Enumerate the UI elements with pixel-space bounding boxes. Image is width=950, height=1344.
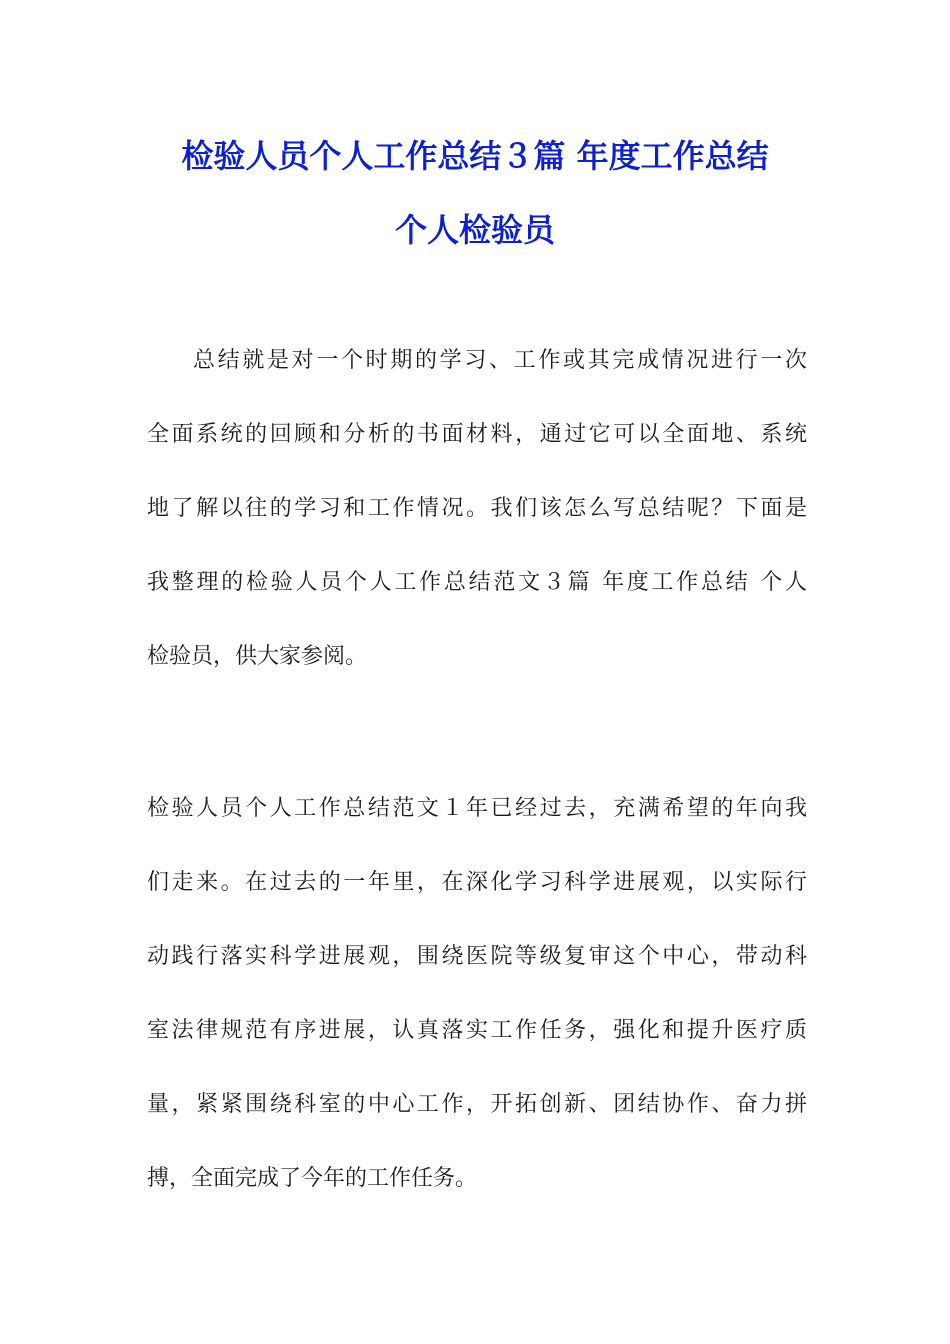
intro-line: 检验员，供大家参阅。 [147,644,368,669]
section1-line: 室法律规范有序进展，认真落实工作任务，强化和提升医疗质 [147,1018,807,1043]
intro-line: 全面系统的回顾和分析的书面材料，通过它可以全面地、系统 [147,422,807,447]
section1-line: 检验人员个人工作总结范文１年已经过去，充满希望的年向我 [147,796,807,821]
intro-line: 我整理的检验人员个人工作总结范文３篇 年度工作总结 个人 [147,570,807,595]
section1-line: 量，紧紧围绕科室的中心工作，开拓创新、团结协作、奋力拼 [147,1092,807,1117]
section1-line: 搏，全面完成了今年的工作任务。 [147,1166,478,1191]
document-title-line-1: 检验人员个人工作总结３篇 年度工作总结 [181,137,769,175]
section1-line: 们走来。在过去的一年里，在深化学习科学进展观，以实际行 [147,870,807,895]
intro-line: 地了解以往的学习和工作情况。我们该怎么写总结呢？下面是 [147,496,807,521]
intro-line: 总结就是对一个时期的学习、工作或其完成情况进行一次 [193,348,807,373]
document-title-line-2: 个人检验员 [394,211,555,249]
section1-line: 动践行落实科学进展观，围绕医院等级复审这个中心，带动科 [147,944,807,969]
